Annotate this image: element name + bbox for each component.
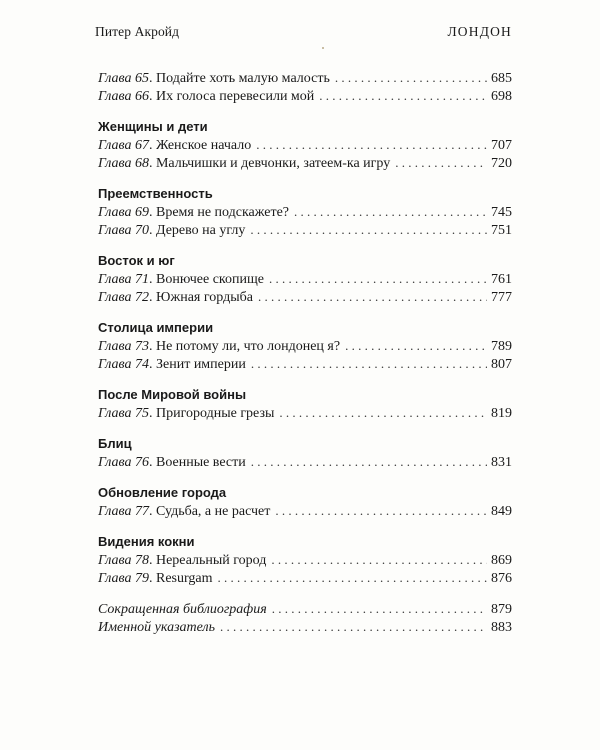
leader-dots (345, 337, 487, 355)
page-number: 751 (491, 223, 512, 238)
page-number: 777 (491, 290, 512, 305)
leader-dots (251, 355, 487, 373)
toc-entry[interactable]: Глава 68. Мальчишки и девчонки, затеем-ка игру . . . 720 (98, 154, 512, 172)
print-speck (322, 47, 324, 49)
chapter-title: Их голоса перевесили мой (155, 89, 315, 104)
running-head-author: Питер Акройд (95, 24, 180, 39)
section-title: Видения кокни (98, 534, 195, 549)
page-number: 707 (491, 138, 512, 153)
chapter-label: Глава 69 (98, 205, 149, 220)
chapter-label: Глава 73 (98, 339, 149, 354)
leader-dots (220, 618, 487, 636)
leader-dots (251, 453, 487, 471)
chapter-title: Пригородные грезы (155, 406, 275, 421)
toc-entry-bibliography[interactable] (98, 600, 512, 618)
chapter-label: Глава 75 (98, 406, 149, 421)
chapter-label: Глава 72 (98, 290, 149, 305)
page-number: 819 (491, 406, 512, 421)
chapter-title: Дерево на углу (155, 223, 246, 238)
toc-entry[interactable]: Глава 67. Женское начало . . . 707 (98, 136, 512, 154)
table-of-contents (98, 69, 512, 636)
leader-dots (269, 270, 487, 288)
page-number: 831 (491, 455, 512, 470)
running-head-title: ЛОНДОН (447, 24, 512, 39)
page-number: 720 (491, 156, 512, 171)
chapter-title: Подайте хоть малую малость (155, 71, 330, 86)
leader-dots (272, 600, 487, 618)
chapter-label: Глава 74 (98, 357, 149, 372)
section-title: Восток и юг (98, 253, 175, 268)
toc-entry[interactable]: Глава 72. Южная гордыба . . . 777 (98, 288, 512, 306)
leader-dots (258, 288, 487, 306)
page-number: 745 (491, 205, 512, 220)
toc-entry[interactable]: Глава 66. Их голоса перевесили мой . . . 698 (98, 87, 512, 105)
chapter-title: Женское начало (155, 138, 252, 153)
chapter-label: Глава 79 (98, 571, 149, 586)
chapter-title: Нереальный город (155, 553, 267, 568)
section-title: Обновление города (98, 485, 227, 500)
toc-entry[interactable]: Глава 74. Зенит империи . . . 807 (98, 355, 512, 373)
leader-dots (250, 221, 487, 239)
toc-entry[interactable]: Глава 65. Подайте хоть малую малость . . . 685 (98, 69, 512, 87)
back-matter-title: Сокращенная библиография (98, 602, 267, 617)
page-number: 876 (491, 571, 512, 586)
chapter-title: Вонючее скопище (155, 272, 264, 287)
toc-entry[interactable]: Глава 78. Нереальный город . . . 869 (98, 551, 512, 569)
chapter-label: Глава 68 (98, 156, 149, 171)
chapter-title: Resurgam (155, 571, 213, 586)
leader-dots (271, 551, 487, 569)
page-number: 698 (491, 89, 512, 104)
chapter-title: Южная гордыба (155, 290, 253, 305)
chapter-label: Глава 77 (98, 504, 149, 519)
chapter-label: Глава 67 (98, 138, 149, 153)
page-number: 869 (491, 553, 512, 568)
page-number: 879 (491, 602, 512, 617)
page-number: 807 (491, 357, 512, 372)
page-number: 849 (491, 504, 512, 519)
page-number: 789 (491, 339, 512, 354)
page-number: 883 (491, 620, 512, 635)
back-matter-title: Именной указатель (98, 620, 215, 635)
section-title: Блиц (98, 436, 132, 451)
section-title: Женщины и дети (98, 119, 208, 134)
toc-entry[interactable]: Глава 79. Resurgam . . . 876 (98, 569, 512, 587)
toc-entry[interactable]: Глава 71. Вонючее скопище . . . 761 (98, 270, 512, 288)
chapter-title: Не потому ли, что лондонец я? (155, 339, 341, 354)
leader-dots (319, 87, 487, 105)
chapter-label: Глава 78 (98, 553, 149, 568)
chapter-label: Глава 66 (98, 89, 149, 104)
toc-entry[interactable]: Глава 73. Не потому ли, что лондонец я? . . . 789 (98, 337, 512, 355)
chapter-title: Мальчишки и девчонки, затеем-ка игру (155, 156, 391, 171)
leader-dots (256, 136, 487, 154)
leader-dots (275, 502, 487, 520)
page-number: 685 (491, 71, 512, 86)
toc-entry[interactable]: Глава 77. Судьба, а не расчет . . . 849 (98, 502, 512, 520)
leader-dots (335, 69, 487, 87)
leader-dots (294, 203, 487, 221)
chapter-label: Глава 71 (98, 272, 149, 287)
chapter-label: Глава 65 (98, 71, 149, 86)
chapter-title: Время не подскажете? (155, 205, 290, 220)
section-title: После Мировой войны (98, 387, 247, 402)
toc-entry[interactable]: Глава 69. Время не подскажете? . . . 745 (98, 203, 512, 221)
leader-dots (279, 404, 487, 422)
chapter-label: Глава 76 (98, 455, 149, 470)
toc-entry[interactable]: Глава 76. Военные вести . . . 831 (98, 453, 512, 471)
page-number: 761 (491, 272, 512, 287)
leader-dots (395, 154, 487, 172)
section-title: Преемственность (98, 186, 213, 201)
chapter-title: Судьба, а не расчет (155, 504, 271, 519)
toc-entry[interactable]: Глава 70. Дерево на углу . . . 751 (98, 221, 512, 239)
chapter-label: Глава 70 (98, 223, 149, 238)
toc-entry[interactable]: Глава 75. Пригородные грезы . . . 819 (98, 404, 512, 422)
toc-entry-name-index[interactable] (98, 618, 512, 636)
chapter-title: Зенит империи (155, 357, 246, 372)
chapter-title: Военные вести (155, 455, 246, 470)
leader-dots (218, 569, 488, 587)
section-title: Столица империи (98, 320, 214, 335)
